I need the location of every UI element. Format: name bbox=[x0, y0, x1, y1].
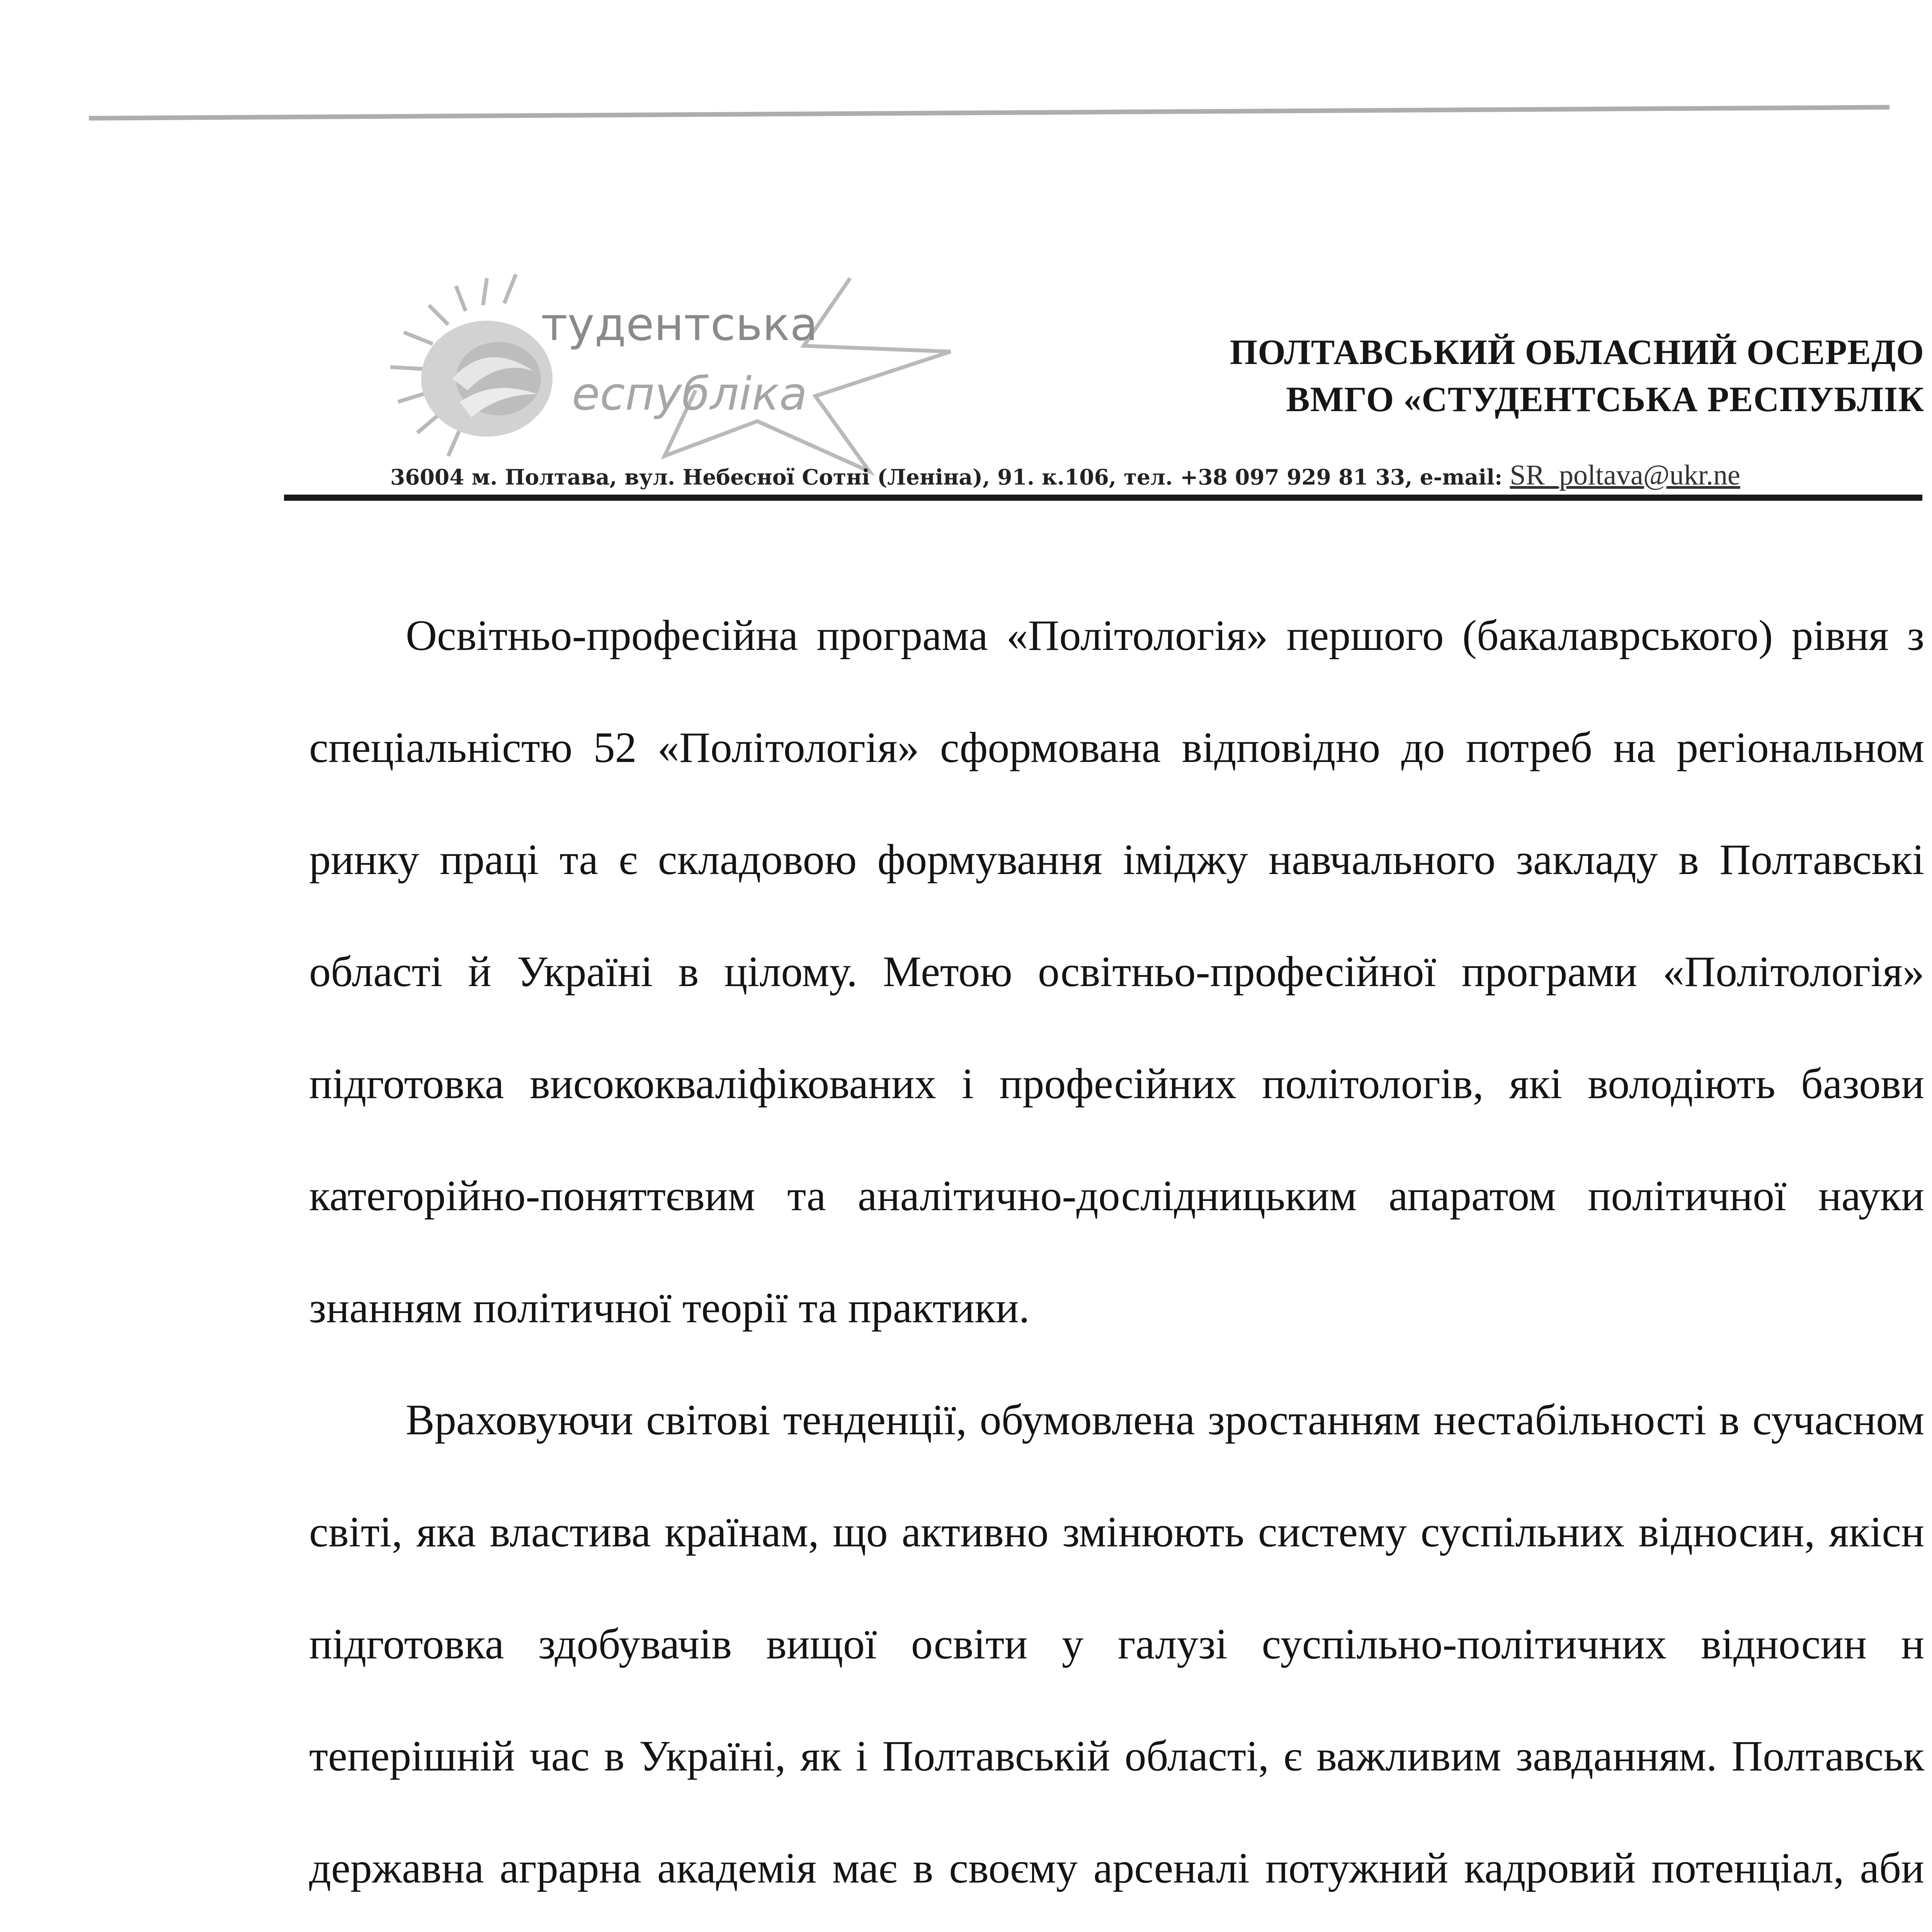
address-line bbox=[390, 460, 1920, 493]
logo-text-line1: тудентська bbox=[541, 298, 818, 351]
email-link[interactable]: SR_poltava@ukr.ne bbox=[1510, 459, 1740, 491]
letter-body bbox=[309, 580, 1924, 1932]
paragraph-1: Освітньо-професійна програма «Політологія» першого (бакалаврського) рівня з спеціальністю 52 «Політологія» сформована відповідно до потреб на регіональном ринку праці та є складовою формування іміджу навчального закладу в Полтавські області й Україні в цілому. Метою освітньо-професійної програми «Політологія» підготовка висококваліфікованих і професійних політологів, які володіють базови категорійно-поняттєвим та аналітично-дослідницьким апаратом політичної науки знанням політичної теорії та практики. bbox=[309, 612, 1924, 1332]
address-text: 36004 м. Полтава, вул. Небесної Сотні (Леніна), 91. к.106, тел. +38 097 929 81 33, e-mail: bbox=[390, 464, 1510, 490]
org-line-2: ВМГО «СТУДЕНТСЬКА РЕСПУБЛІК bbox=[1286, 379, 1924, 419]
org-line-1: ПОЛТАВСЬКИЙ ОБЛАСНИЙ ОСЕРЕДО bbox=[1230, 332, 1924, 372]
student-republic-logo bbox=[371, 263, 974, 479]
organization-name bbox=[1074, 328, 1924, 423]
paragraph-2: Враховуючи світові тенденції, обумовлена зростанням нестабільності в сучасном світі, яка властива країнам, що активно змінюють систему суспільних відносин, якісн підготовка здобувачів вищої освіти у галузі суспільно-політичних відносин н теперішній час в Україні, як і Полтавській області, є важливим завданням. Полтавськ державна аграрна академія має в своєму арсеналі потужний кадровий потенціал, аби bbox=[309, 1396, 1924, 1892]
scan-edge-line bbox=[89, 105, 1889, 121]
logo-text-line2: еспубліка bbox=[572, 367, 808, 420]
letterhead-divider bbox=[284, 495, 1922, 501]
